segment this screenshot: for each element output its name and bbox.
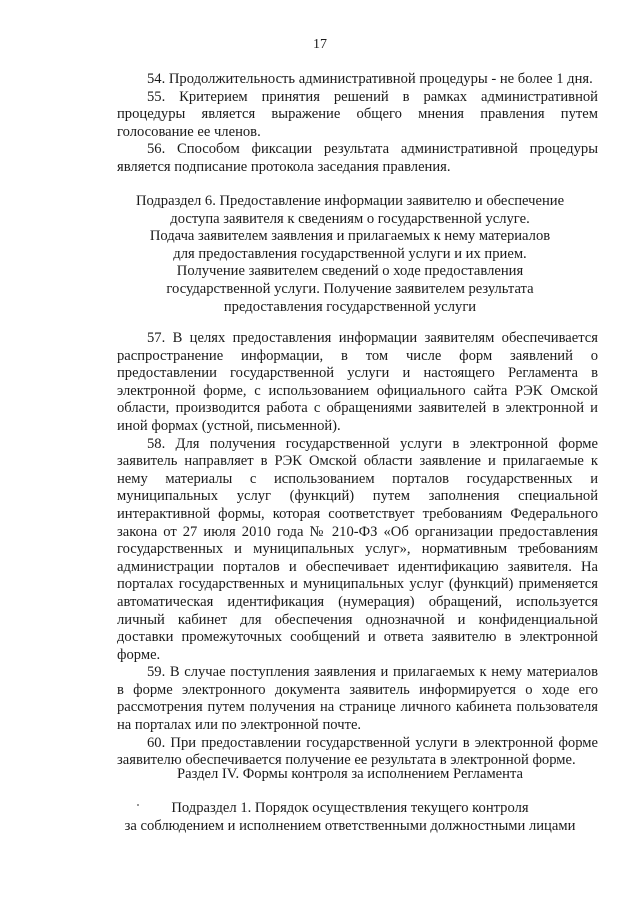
- heading-line: государственной услуги. Получение заявителем результата: [166, 280, 534, 297]
- heading-line: Получение заявителем сведений о ходе предоставления: [176, 263, 524, 280]
- paragraphs-57-60: [117, 330, 598, 770]
- paragraph-54: 54. Продолжительность административной процедуры - не более 1 дня.: [147, 71, 593, 87]
- heading-line: доступа заявителя к сведениям о государственной услуге.: [170, 210, 530, 227]
- heading-line: Подраздел 6. Предоставление информации заявителю и обеспечение: [135, 193, 565, 209]
- subsection-1-heading: [100, 800, 600, 835]
- paragraph-57: 57. В целях предоставления информации заявителям обеспечивается распространение информации, в том числе форм заявлений о предоставлении государственной услуги и настоящего Регламента в электронной форме, с использованием официального сайта РЭК Омской области, производится работа с обращениями заявителей в электронной и иной формах (устной, письменной).: [117, 330, 598, 434]
- heading-line: предоставления государственной услуги: [223, 298, 477, 315]
- heading-line: за соблюдением и исполнением ответственными должностными лицами: [124, 817, 576, 834]
- paragraph-58: 58. Для получения государственной услуги в электронной форме заявитель направляет в РЭК Омской области заявление и прилагаемые к нему материалы с использованием порталов государственных и муниципальных услуг (функций) путем заполнения специальной интерактивной формы, которая соответствует требованиям Федерального закона от 27 июля 2010 года № 210-ФЗ «Об организации предоставления государственных и муниципальных услуг», нормативным требованиям администрации порталов и обеспечивает идентификацию заявителя. На порталах государственных и муниципальных услуг (функций) применяется автоматическая идентификация (нумерация) обращений, используется личный кабинет для обеспечения однозначной и конфиденциальной доставки промежуточных сообщений и ответа заявителю в электронной форме.: [117, 435, 598, 663]
- paragraph-59: 59. В случае поступления заявления и прилагаемых к нему материалов в форме электронного документа заявитель информируется о ходе его рассмотрения путем получения на странице личного кабинета пользователя на порталах или по электронной почте.: [117, 664, 598, 734]
- heading-line: Подраздел 1. Порядок осуществления текущего контроля: [171, 800, 529, 816]
- heading-line: Подача заявителем заявления и прилагаемых к нему материалов: [149, 228, 551, 245]
- heading-line: для предоставления государственной услуги и их прием.: [173, 245, 527, 262]
- paragraph-60: 60. При предоставлении государственной услуги в электронной форме заявителю обеспечивается получение ее результата в электронной форме.: [117, 734, 598, 769]
- section-4-heading: [100, 766, 600, 784]
- page-number: 17: [313, 37, 327, 52]
- heading-line: Раздел IV. Формы контроля за исполнением Регламента: [177, 766, 523, 782]
- subsection-6-heading: [100, 193, 600, 316]
- paragraphs-54-56: [117, 71, 598, 177]
- paragraph-56: 56. Способом фиксации результата административной процедуры является подписание протокола заседания правления.: [117, 141, 598, 175]
- paragraph-55: 55. Критерием принятия решений в рамках административной процедуры является выражение общего мнения правления путем голосование ее членов.: [117, 88, 598, 140]
